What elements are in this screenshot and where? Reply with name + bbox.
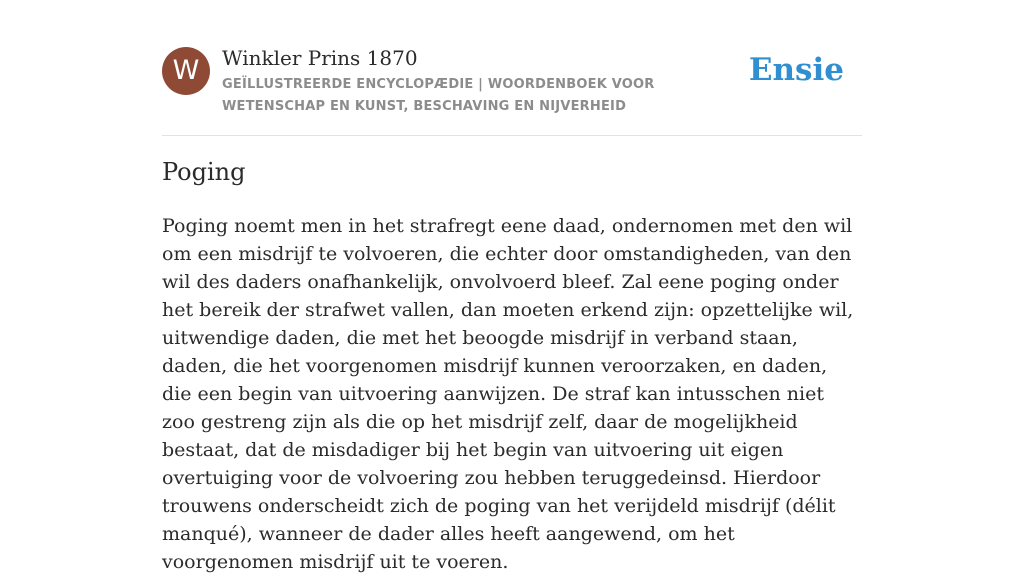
header-divider	[162, 135, 862, 136]
source-subtitle: GEÏLLUSTREERDE ENCYCLOPÆDIE | WOORDENBOEK VOOR WETENSCHAP EN KUNST, BESCHAVING EN NIJVERHEID	[222, 77, 655, 114]
entry-title: Poging	[162, 158, 246, 186]
entry-body: Poging noemt men in het strafregt eene daad, ondernomen met den wil om een misdrijf te volvoeren, die echter door omstandigheden, van den wil des daders onafhankelijk, onvolvoerd bleef. Zal eene poging onder het bereik der strafwet vallen, dan moeten erkend zijn: opzettelijke wil, uitwendige daden, die met het beoogde misdrijf in verband staan, daden, die het voorgenomen misdrijf kunnen veroorzaken, en daden, die een begin van uitvoering aanwijzen. De straf kan intusschen niet zoo gestreng zijn als die op het misdrijf zelf, daar de mogelijkheid bestaat, dat de misdadiger bij het begin van uitvoering uit eigen overtuiging voor de volvoering zou hebben teruggedeinsd. Hierdoor trouwens onderscheidt zich de poging van het verijdeld misdrijf (délit manqué), wanneer de dader alles heeft aangewend, om het voorgenomen misdrijf uit te voeren.	[162, 215, 854, 573]
source-header	[162, 44, 862, 136]
brand-logo-link[interactable]: Ensie	[748, 52, 844, 88]
source-title[interactable]: Winkler Prins 1870	[222, 46, 418, 70]
source-avatar[interactable]: W	[162, 47, 210, 95]
